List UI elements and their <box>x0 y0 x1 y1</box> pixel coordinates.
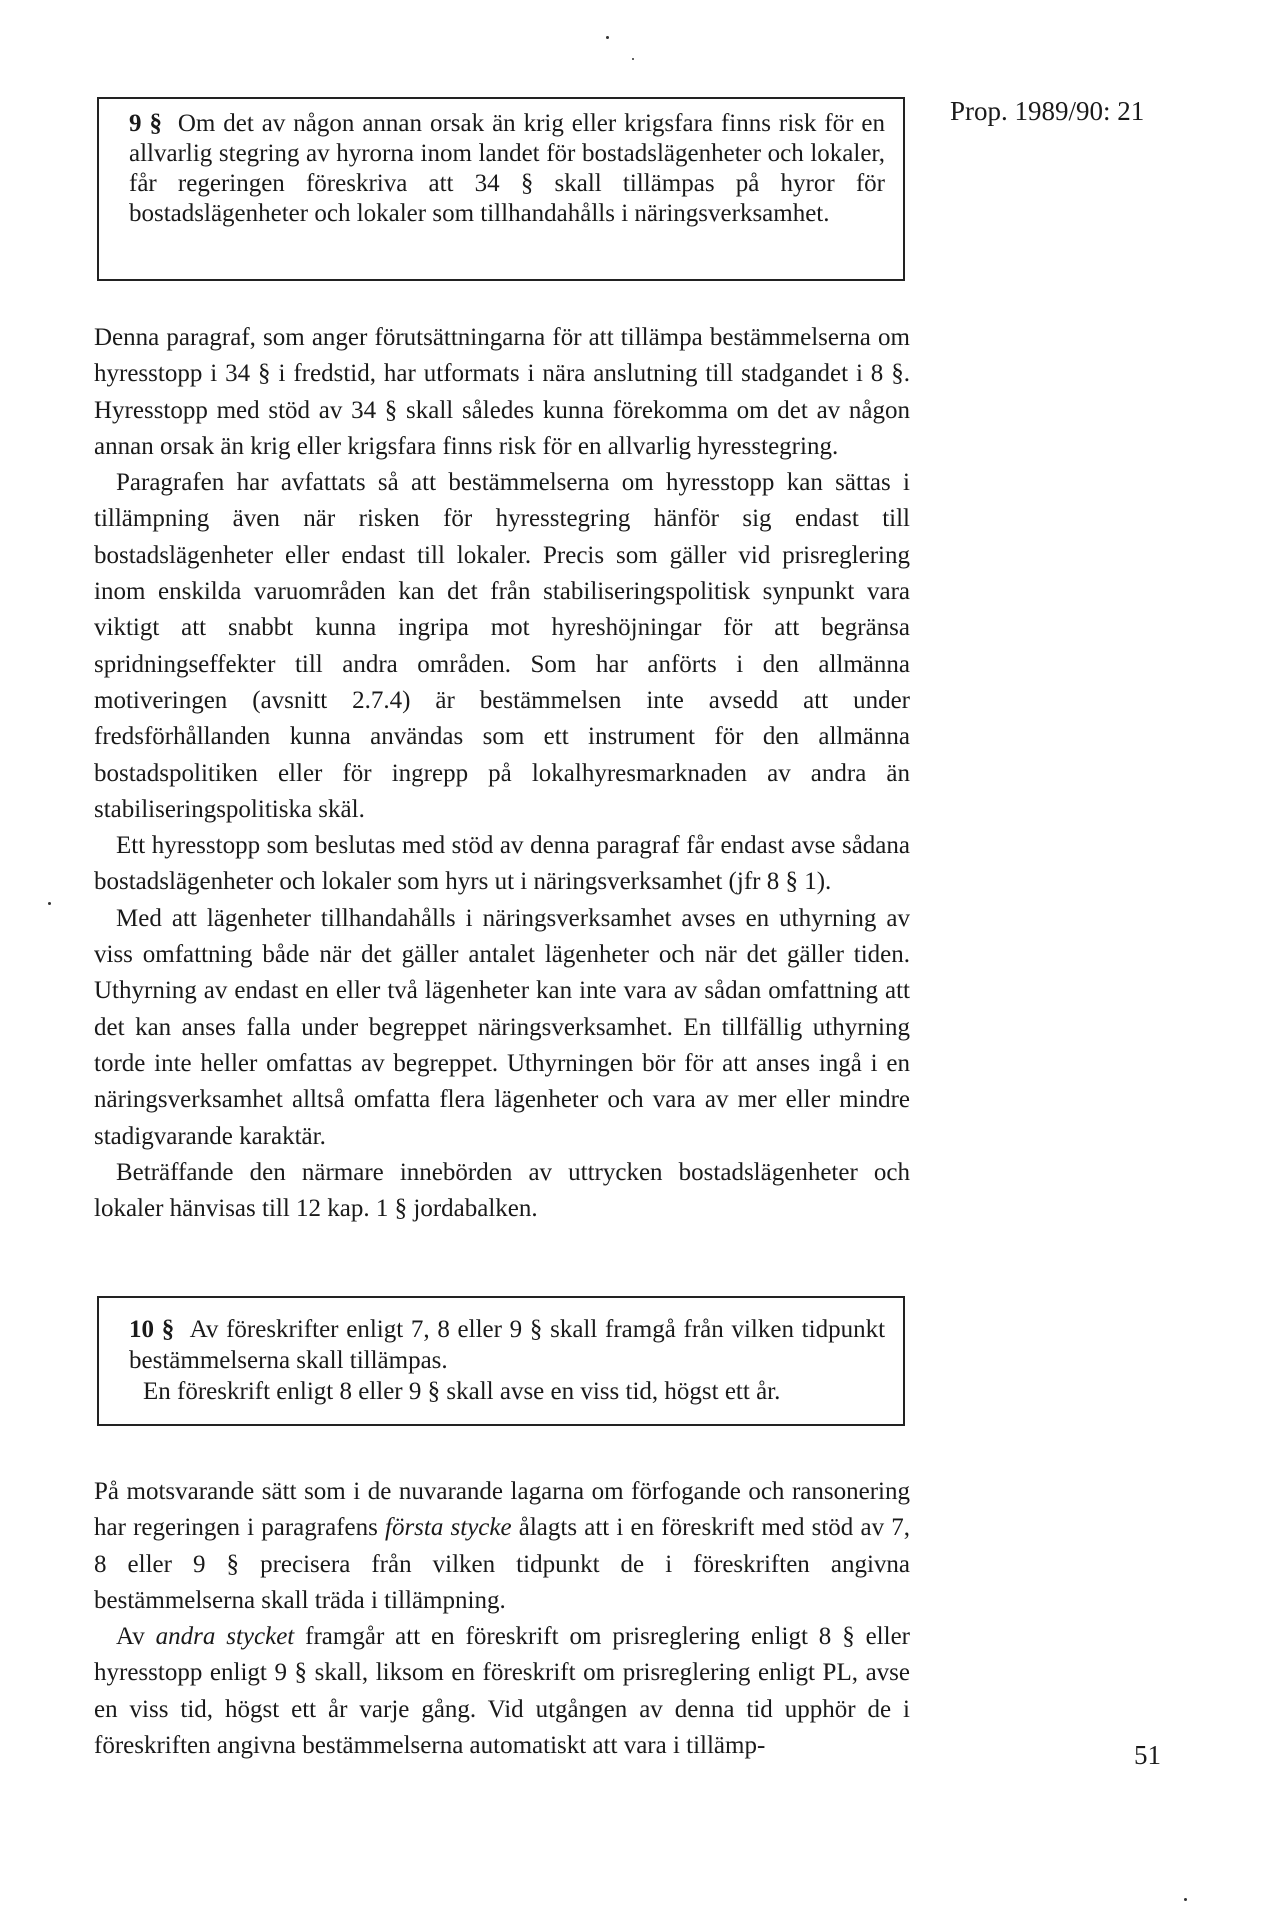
section-10-number: 10 § <box>129 1316 175 1343</box>
law-text-box-section-10 <box>97 1296 905 1426</box>
commentary-10-p1-italic: första stycke <box>385 1514 512 1542</box>
commentary-10-p1-text: På motsvarande sätt som i de nuvarande lagarna om förfogande och ransonering har regeringen i paragrafens <box>94 1478 910 1542</box>
page-number: 51 <box>1134 1740 1161 1770</box>
section-10-line-2: En föreskrift enligt 8 eller 9 § skall avse en viss tid, högst ett år. <box>143 1378 781 1405</box>
commentary-section-10 <box>94 1474 910 1764</box>
section-10-line-1: Av föreskrifter enligt 7, 8 eller 9 § skall framgå från vilken tidpunkt bestämmelserna skall tillämpas. <box>129 1316 886 1374</box>
commentary-9-paragraph: Beträffande den närmare innebörden av uttrycken bostadslägenheter och lokaler hänvisas till 12 kap. 1 § jordabalken. <box>94 1158 910 1223</box>
commentary-10-p1-text-end: ålagts att i en föreskrift med stöd av 7, 8 eller 9 § precisera från vilken tidpunkt de i föreskriften angivna bestämmelserna skall träda i tillämpning. <box>94 1514 910 1614</box>
scan-speck <box>48 902 51 905</box>
scan-speck <box>632 58 634 60</box>
commentary-10-p2-text-end: framgår att en föreskrift om prisreglering enligt 8 § eller hyresstopp enligt 9 § skall, liksom en föreskrift om prisreglering enligt PL, avse en viss tid, högst ett år varje gång. Vid utgången av denna tid upphör de i föreskriften angivna bestämmelserna automatiskt att vara i tillämp- <box>94 1623 910 1760</box>
scan-speck <box>606 36 609 39</box>
scan-speck <box>1184 1898 1187 1901</box>
commentary-9-paragraph: Ett hyresstopp som beslutas med stöd av denna paragraf får endast avse sådana bostadslägenheter och lokaler som hyrs ut i näringsverksamhet (jfr 8 § 1). <box>94 832 910 896</box>
section-9-text <box>129 109 885 229</box>
commentary-section-9 <box>94 320 910 1227</box>
commentary-9-paragraph: Med att lägenheter tillhandahålls i näringsverksamhet avses en uthyrning av viss omfattning både när det gäller antalet lägenheter och när det gäller tiden. Uthyrning av endast en eller två lägenheter kan inte vara av sådan omfattning att det kan anses falla under begreppet näringsverksamhet. En tillfällig uthyrning torde inte heller omfattas av begreppet. Uthyrningen bör för att anses ingå i en näringsverksamhet alltså omfatta flera lägenheter och vara av mer eller mindre stadigvarande karaktär. <box>94 904 910 1150</box>
law-text-box-section-9 <box>97 97 905 281</box>
commentary-10-paragraph-1 <box>94 1474 910 1619</box>
commentary-9-paragraph: Denna paragraf, som anger förutsättningarna för att tillämpa bestämmelserna om hyresstopp i 34 § i fredstid, har utformats i nära anslutning till stadgandet i 8 §. Hyresstopp med stöd av 34 § skall således kunna förekomma om det av någon annan orsak än krig eller krigsfara finns risk för en allvarlig hyresstegring. <box>94 324 910 460</box>
commentary-10-paragraph-2 <box>94 1619 910 1764</box>
proposition-reference: Prop. 1989/90: 21 <box>950 96 1145 126</box>
commentary-10-p2-italic: andra stycket <box>155 1623 295 1651</box>
section-9-number: 9 § <box>129 110 162 137</box>
section-10-text <box>129 1314 885 1376</box>
commentary-9-paragraph: Paragrafen har avfattats så att bestämmelserna om hyresstopp kan sättas i tillämpning även när risken för hyresstegring hänför sig endast till bostadslägenheter eller endast till lokaler. Precis som gäller vid prisreglering inom enskilda varuområden kan det från stabiliseringspolitisk synpunkt vara viktigt att snabbt kunna ingripa mot hyreshöjningar för att begränsa spridningseffekter till andra områden. Som har anförts i den allmänna motiveringen (avsnitt 2.7.4) är bestämmelsen inte avsedd att under fredsförhållanden kunna användas som ett instrument för den allmänna bostadspolitiken eller för ingrepp på lokalhyresmarknaden av andra än stabiliseringspolitiska skäl. <box>94 469 910 823</box>
section-9-body: Om det av någon annan orsak än krig eller krigsfara finns risk för en allvarlig stegring av hyrorna inom landet för bostadslägenheter och lokaler, får regeringen föreskriva att 34 § skall tillämpas på hyror för bostadslägenheter och lokaler som tillhandahålls i näringsverksamhet. <box>129 110 886 227</box>
commentary-10-p2-text: Av <box>116 1623 156 1651</box>
